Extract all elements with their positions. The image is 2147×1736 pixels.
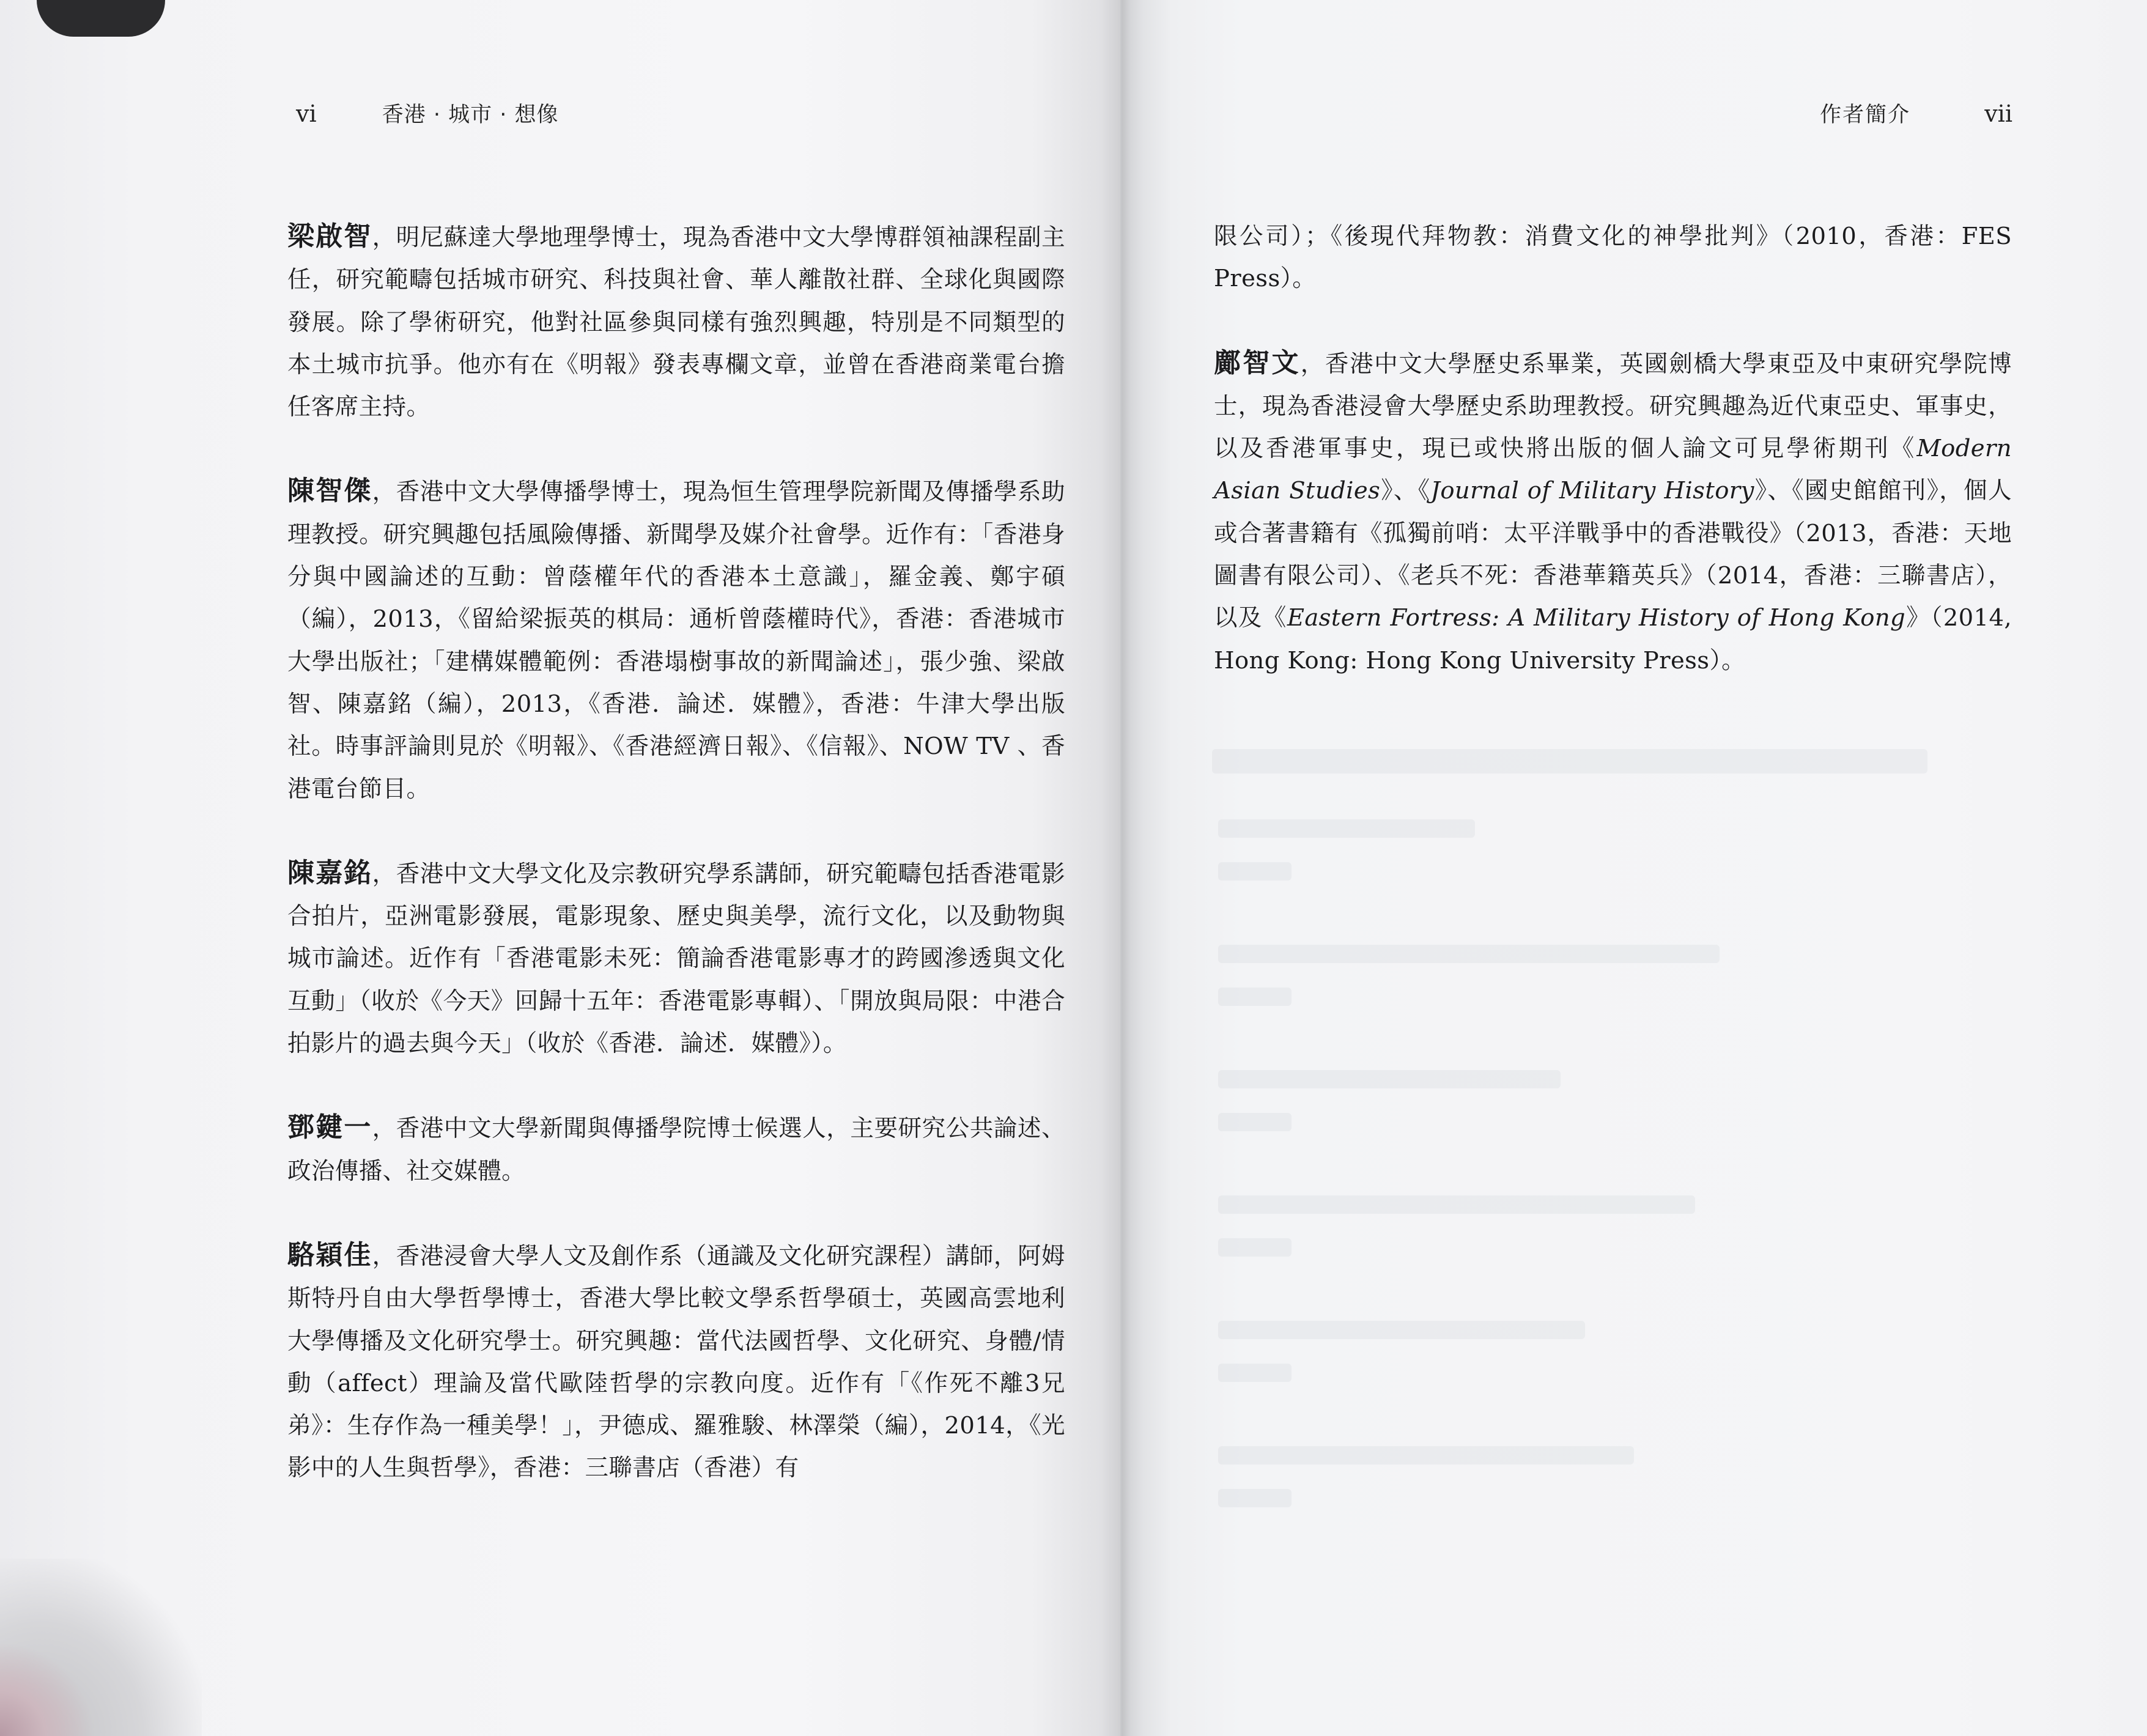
thumb-tip <box>0 1644 92 1736</box>
right-running-head <box>1820 98 2012 128</box>
author-bio: ，明尼蘇達大學地理學博士，現為香港中文大學博群領袖課程副主任，研究範疇包括城市研究、科技與社會、華人離散社群、全球化與國際發展。除了學術研究，他對社區參與同樣有強烈興趣，特別是不同類型的本土城市抗爭。他亦有在《明報》發表專欄文章，並曾在香港商業電台擔任客席主持。 <box>287 224 1066 421</box>
left-running-head <box>296 98 1103 128</box>
show-through-line <box>1218 1489 1292 1507</box>
author-name: 陳嘉銘 <box>287 857 372 888</box>
author-name: 梁啟智 <box>287 221 372 252</box>
right-text-block <box>1214 215 2012 723</box>
right-folio: vii <box>1984 100 2012 127</box>
journal-title: Journal of Military History <box>1430 477 1754 505</box>
right-running-title: 作者簡介 <box>1820 103 1911 127</box>
show-through-line <box>1218 862 1292 881</box>
author-name: 陳智傑 <box>287 475 372 507</box>
left-text-block <box>287 215 1065 1531</box>
author-name: 駱穎佳 <box>287 1239 372 1271</box>
show-through-line <box>1218 1195 1695 1214</box>
author-bio: ，香港中文大學文化及宗教研究學系講師，研究範疇包括香港電影合拍片，亞洲電影發展，電影現象、歷史與美學，流行文化，以及動物與城市論述。近作有「香港電影未死：簡論香港電影專才的跨國滲透與文化互動」（收於《今天》回歸十五年：香港電影專輯）、「開放與局限：中港合拍影片的過去與今天」（收於《香港．論述．媒體》）。 <box>287 860 1066 1058</box>
author-entry <box>287 215 1065 428</box>
show-through-line <box>1218 1321 1585 1339</box>
continued-entry: 限公司）；《後現代拜物教：消費文化的神學批判》（2010，香港：FES Press）。 <box>1214 223 2012 293</box>
author-bio: ，香港中文大學新聞與傳播學院博士候選人，主要研究公共論述、政治傳播、社交媒體。 <box>287 1115 1066 1185</box>
show-through-line <box>1218 1070 1561 1088</box>
show-through-line <box>1218 1446 1634 1465</box>
author-name: 鄧鍵一 <box>287 1112 372 1143</box>
left-folio: vi <box>296 100 317 127</box>
author-bio-part: ，香港中文大學歷史系畢業，英國劍橋大學東亞及中東研究學院博士，現為香港浸會大學歷史系助理教授。研究興趣為近代東亞史、軍事史，以及香港軍事史，現已或快將出版的個人論文可見學術期刊《 <box>1214 350 2012 463</box>
author-bio-part: 》（2014, Hong Kong: Hong Kong University Press）。 <box>1214 604 2012 674</box>
show-through-line <box>1218 819 1475 838</box>
author-bio: ，香港中文大學傳播學博士，現為恒生管理學院新聞及傳播學系助理教授。研究興趣包括風險傳播、新聞學及媒介社會學。近作有：「香港身分與中國論述的互動：曾蔭權年代的香港本土意識」，羅金義、鄭宇碩（編），2013，《留給梁振英的棋局：通析曾蔭權時代》，香港：香港城市大學出版社；「建構媒體範例：香港塌樹事故的新聞論述」，張少強、梁啟智、陳嘉銘（編），2013，《香港．論述．媒體》，香港：牛津大學出版社。時事評論則見於《明報》、《香港經濟日報》、《信報》、NOW TV 、香港電台節目。 <box>287 478 1066 803</box>
author-entry <box>287 1106 1065 1192</box>
author-name: 鄺智文 <box>1214 347 1301 379</box>
author-entry <box>1214 342 2012 682</box>
author-bio: ，香港浸會大學人文及創作系（通識及文化研究課程）講師，阿姆斯特丹自由大學哲學博士，香港大學比較文學系哲學碩士，英國高雲地利大學傳播及文化研究學士。研究興趣：當代法國哲學、文化研究、身體/情動（affect）理論及當代歐陸哲學的宗教向度。近作有「《作死不離3兄弟》：生存作為一種美學！」，尹德成、羅雅駿、林澤榮（編），2014，《光影中的人生與哲學》，香港：三聯書店（香港）有 <box>287 1242 1066 1482</box>
author-bio-part: 》、《國史館館刊》，個人或合著書籍有《孤獨前哨：太平洋戰爭中的香港戰役》（2013，香港：天地圖書有限公司）、《老兵不死：香港華籍英兵》（2014，香港：三聯書店），以及《 <box>1214 477 2012 632</box>
show-through-line <box>1218 988 1292 1006</box>
book-title: Eastern Fortress: A Military History of Hong Kong <box>1287 604 1906 632</box>
show-through-line <box>1218 1113 1292 1131</box>
show-through-line <box>1218 1238 1292 1257</box>
author-entry <box>287 852 1065 1065</box>
left-running-title: 香港 · 城市 · 想像 <box>382 103 559 127</box>
show-through-line <box>1218 1364 1292 1382</box>
binding-clip <box>37 0 165 37</box>
author-bio-part: 》、《 <box>1380 477 1431 505</box>
show-through-band <box>1212 749 1927 774</box>
author-entry <box>287 1234 1065 1490</box>
show-through-line <box>1218 945 1720 963</box>
author-entry <box>287 470 1065 810</box>
journal-title: Modern Asian Studies <box>1214 435 2012 505</box>
